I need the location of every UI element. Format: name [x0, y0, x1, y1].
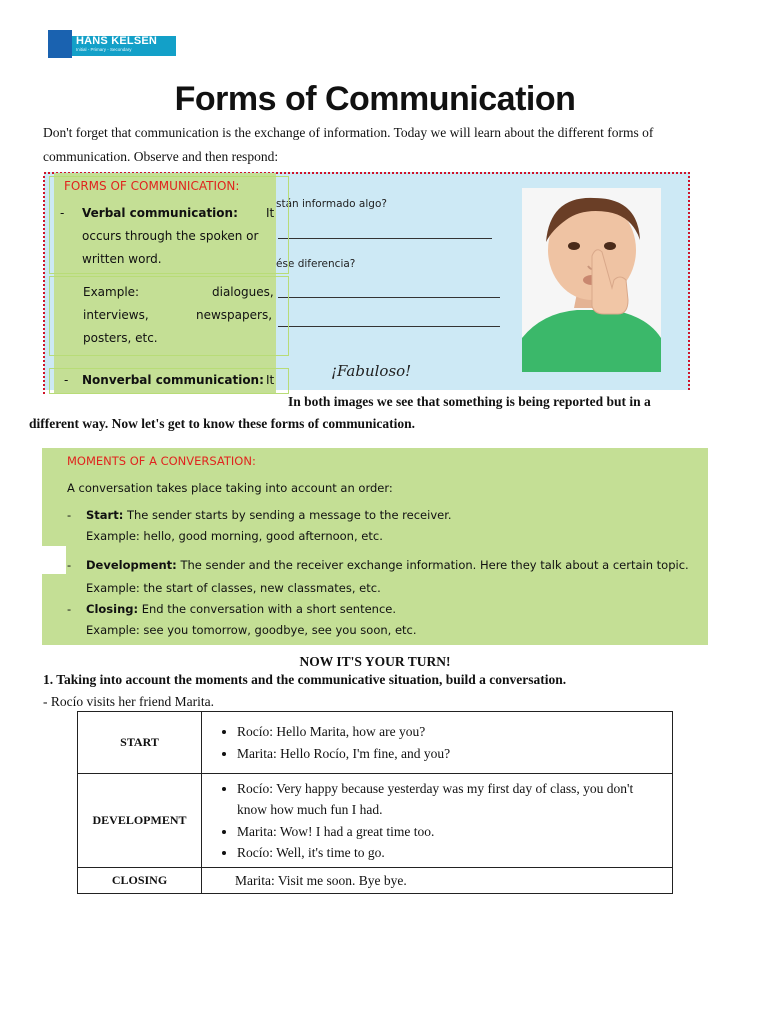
example-line-3: posters, etc.: [83, 331, 158, 345]
dialogue-line: • Rocío: Very happy because yesterday was my first day of class, you don't know how much fun I had.: [237, 778, 661, 821]
shield-icon: [48, 30, 72, 58]
moment-example: Example: hello, good morning, good afternoon, etc.: [86, 529, 383, 543]
dotted-border: [43, 176, 45, 394]
row-label: START: [78, 712, 202, 774]
answer-line: [278, 297, 500, 298]
panel-caption: ¡Fabuloso!: [331, 362, 412, 380]
logo-name: HANS KELSEN: [76, 35, 158, 47]
row-content: [202, 712, 673, 774]
moment-development: [86, 558, 689, 572]
intro-paragraph: Don't forget that communication is the exchange of information. Today we will learn about the different forms of communication. Observe and then respond:: [43, 125, 654, 164]
example-word: dialogues,: [212, 285, 274, 299]
bullet-dash: -: [64, 373, 69, 387]
moment-text: The sender and the receiver exchange information. Here they talk about a certain topic.: [176, 558, 689, 572]
table-row: [78, 774, 673, 868]
table-row: [78, 868, 673, 894]
panel-question-1: stán informado algo?: [276, 198, 387, 210]
verbal-line-3: written word.: [82, 252, 162, 266]
panel-question-2: ése diferencia?: [276, 258, 356, 270]
moment-example: Example: see you tomorrow, goodbye, see you soon, etc.: [86, 623, 417, 637]
moment-closing: [86, 602, 396, 616]
moment-label: Closing:: [86, 602, 139, 616]
example-word: interviews,: [83, 308, 149, 322]
table-row: [78, 712, 673, 774]
moment-text: The sender starts by sending a message to the receiver.: [123, 508, 452, 522]
bullet-dash: -: [67, 508, 72, 522]
moments-heading: MOMENTS OF A CONVERSATION:: [67, 454, 256, 468]
reported-text-line-1: In both images we see that something is being reported but in a: [288, 394, 651, 409]
row-content: Marita: Visit me soon. Bye bye.: [202, 868, 673, 894]
example-word: newspapers,: [196, 308, 273, 322]
forms-heading: FORMS OF COMMUNICATION:: [64, 179, 240, 193]
nonverbal-it: It: [266, 373, 275, 387]
conversation-table: [77, 711, 673, 894]
logo-subtitle: Initial - Primary - Secondary: [76, 47, 132, 52]
dialogue-line: • Rocío: Well, it's time to go.: [237, 842, 661, 864]
dialogue-line: • Rocío: Hello Marita, how are you?: [237, 721, 671, 743]
verbal-label: Verbal communication:: [82, 206, 238, 220]
dialogue-line: • Marita: Hello Rocío, I'm fine, and you?: [237, 743, 671, 765]
example-label: Example:: [83, 285, 140, 299]
verbal-line-2: occurs through the spoken or: [82, 229, 259, 243]
row-label: CLOSING: [78, 868, 202, 894]
bullet-dash: -: [67, 558, 72, 572]
row-content: [202, 774, 673, 868]
answer-line: [278, 238, 492, 239]
moments-box: [42, 448, 708, 645]
turn-heading: NOW IT'S YOUR TURN!: [299, 654, 451, 669]
boy-shushing-photo: [522, 188, 661, 372]
school-logo: [48, 30, 176, 58]
page-title: Forms of Communication: [174, 80, 576, 118]
moments-intro: A conversation takes place taking into account an order:: [67, 481, 393, 495]
dialogue-line: • Marita: Wow! I had a great time too.: [237, 821, 661, 843]
answer-line: [278, 326, 500, 327]
box-notch: [42, 546, 66, 574]
bullet-dash: -: [60, 206, 65, 220]
moment-text: End the conversation with a short sentence.: [138, 602, 397, 616]
task-instruction: 1. Taking into account the moments and the communicative situation, build a conversation.: [43, 672, 567, 687]
reported-text-line-2: different way. Now let's get to know these forms of communication.: [29, 416, 415, 431]
selection-outline: [49, 276, 289, 356]
situation-text: - Rocío visits her friend Marita.: [43, 694, 214, 709]
selection-outline: [49, 176, 289, 274]
moment-start: [86, 508, 452, 522]
row-label: DEVELOPMENT: [78, 774, 202, 868]
nonverbal-label: Nonverbal communication:: [82, 373, 264, 387]
selection-outline: [49, 368, 289, 394]
moment-label: Start:: [86, 508, 124, 522]
bullet-dash: -: [67, 602, 72, 616]
moment-label: Development:: [86, 558, 177, 572]
verbal-it: It: [266, 206, 275, 220]
boy-illustration: [522, 188, 661, 372]
moment-example: Example: the start of classes, new classmates, etc.: [86, 581, 381, 595]
